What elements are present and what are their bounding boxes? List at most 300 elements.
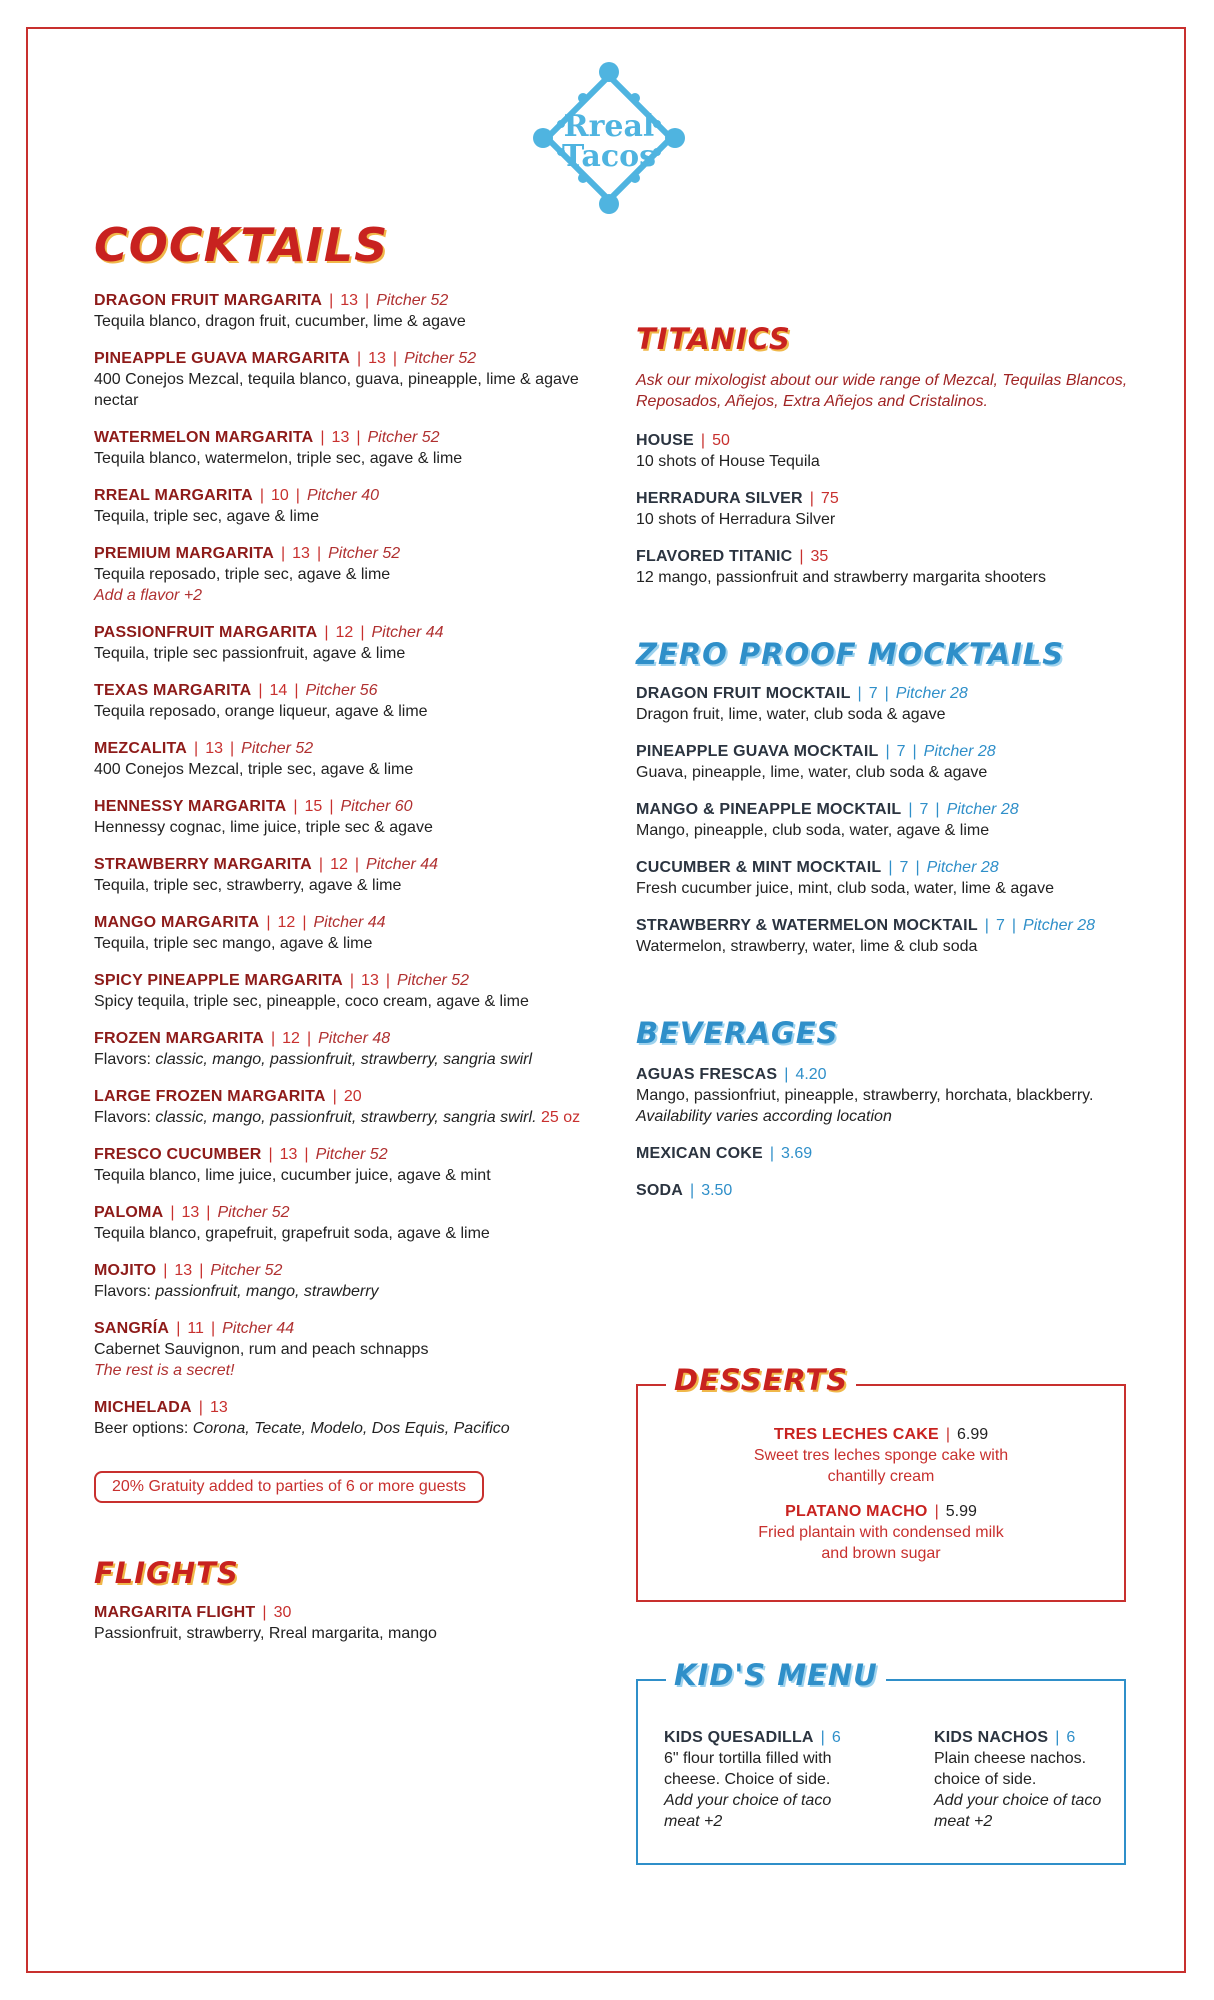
separator: |: [259, 487, 264, 504]
item-name: DRAGON FRUIT MARGARITA: [94, 292, 323, 309]
separator: |: [356, 350, 362, 367]
item-name: SANGRÍA: [94, 1320, 170, 1337]
item-price: 12: [330, 856, 348, 873]
item-name: MEXICAN COKE: [636, 1145, 763, 1162]
description-text: Hennessy cognac, lime juice, triple sec & agave: [94, 819, 433, 836]
cocktail-item: [94, 1318, 594, 1381]
description-text: Tequila, triple sec passionfruit, agave & lime: [94, 645, 406, 662]
item-pitcher: Pitcher 52: [241, 740, 314, 757]
item-note: Add your choice of taco meat +2: [934, 1792, 1102, 1830]
item-pitcher: Pitcher 40: [306, 487, 379, 504]
desserts-heading: DESSERTS: [666, 1366, 856, 1395]
item-header: [636, 546, 1136, 567]
item-header: [636, 915, 1136, 936]
item-header: [94, 912, 594, 933]
cocktail-list: [94, 290, 594, 1439]
item-description: [94, 1339, 594, 1360]
item-pitcher: Pitcher 28: [1023, 917, 1096, 934]
separator: |: [915, 859, 920, 876]
description-text: Tequila, triple sec, strawberry, agave & lime: [94, 877, 402, 894]
item-pitcher: Pitcher 52: [210, 1262, 283, 1279]
item-description: [636, 762, 1136, 783]
separator: |: [318, 856, 324, 873]
description-text: 10 shots of Herradura Silver: [636, 511, 836, 528]
beverage-list: [636, 1064, 1136, 1201]
item-name: PINEAPPLE GUAVA MARGARITA: [94, 350, 350, 367]
item-header: [94, 1260, 594, 1281]
item-name: TEXAS MARGARITA: [94, 682, 252, 699]
item-price: 15: [304, 798, 323, 815]
item-header: [94, 543, 594, 564]
item-price: 4.20: [795, 1066, 827, 1083]
cocktails-heading: COCKTAILS: [94, 218, 389, 272]
item-description: [94, 701, 594, 722]
separator: |: [194, 740, 199, 757]
item-price: 6: [1066, 1729, 1076, 1746]
item-header: [94, 1086, 594, 1107]
item-description: Plain cheese nachos. choice of side.: [934, 1750, 1087, 1788]
item-pitcher: Pitcher 52: [367, 429, 440, 446]
item-description: [94, 759, 594, 780]
description-suffix: 25 oz: [536, 1109, 581, 1126]
item-price: 7: [919, 801, 929, 818]
mocktails-heading: ZERO PROOF MOCKTAILS: [636, 637, 1065, 671]
item-note: The rest is a secret!: [94, 1362, 235, 1379]
beverage-item: [636, 1143, 1136, 1164]
separator: |: [385, 972, 390, 989]
description-text: Cabernet Sauvignon, rum and peach schnapps: [94, 1341, 429, 1358]
item-pitcher: Pitcher 60: [340, 798, 413, 815]
description-text: Sweet tres leches sponge cake with chantilly cream: [753, 1447, 1009, 1485]
mocktail-item: [636, 683, 1136, 725]
cocktail-item: [94, 912, 594, 954]
item-name: PREMIUM MARGARITA: [94, 545, 274, 562]
item-price: 14: [269, 682, 288, 699]
item-name: PASSIONFRUIT MARGARITA: [94, 624, 318, 641]
description-text: Spicy tequila, triple sec, pineapple, coco cream, agave & lime: [94, 993, 529, 1010]
separator: |: [935, 801, 940, 818]
item-description: [94, 875, 594, 896]
separator: |: [266, 914, 271, 931]
description-italic: classic, mango, passionfruit, strawberry, sangria swirl.: [155, 1109, 537, 1126]
separator: |: [320, 429, 325, 446]
separator: |: [170, 1204, 175, 1221]
description-italic: passionfruit, mango, strawberry: [155, 1283, 379, 1300]
item-header: [94, 1602, 594, 1623]
description-text: Guava, pineapple, lime, water, club soda & agave: [636, 764, 988, 781]
beverages-heading: BEVERAGES: [636, 1016, 839, 1050]
separator: |: [945, 1426, 950, 1443]
separator: |: [199, 1262, 204, 1279]
item-header: [94, 1318, 594, 1339]
separator: |: [885, 743, 890, 760]
item-header: [94, 427, 594, 448]
dessert-item: [638, 1424, 1124, 1487]
item-price: 11: [187, 1320, 204, 1337]
item-pitcher: Pitcher 52: [315, 1146, 388, 1163]
item-pitcher: Pitcher 52: [217, 1204, 290, 1221]
item-description: [636, 567, 1136, 588]
item-price: 7: [896, 743, 906, 760]
separator: |: [354, 856, 360, 873]
description-text: Tequila reposado, triple sec, agave & lime: [94, 566, 391, 583]
item-price: 12: [282, 1030, 300, 1047]
item-pitcher: Pitcher 52: [328, 545, 401, 562]
item-name: MANGO & PINEAPPLE MOCKTAIL: [636, 801, 902, 818]
item-pitcher: Pitcher 44: [371, 624, 444, 641]
cocktail-item: [94, 1028, 594, 1070]
item-price: 3.69: [781, 1145, 813, 1162]
item-name: TRES LECHES CAKE: [773, 1426, 939, 1443]
item-price: 13: [174, 1262, 193, 1279]
item-price: 13: [279, 1146, 298, 1163]
item-pitcher: Pitcher 52: [404, 350, 477, 367]
separator: |: [210, 1320, 216, 1337]
cocktail-item: [94, 427, 594, 469]
item-name: PLATANO MACHO: [785, 1503, 928, 1520]
item-price: 7: [899, 859, 909, 876]
cocktail-item: [94, 485, 594, 527]
item-pitcher: Pitcher 56: [305, 682, 378, 699]
item-description: [94, 1165, 594, 1186]
beverage-item: [636, 1180, 1136, 1201]
item-header: [94, 622, 594, 643]
item-pitcher: Pitcher 28: [895, 685, 968, 702]
separator: |: [258, 682, 263, 699]
item-price: 6: [831, 1729, 841, 1746]
dessert-item: [638, 1501, 1124, 1564]
kids-menu-heading: KID'S MENU: [666, 1661, 886, 1690]
separator: |: [884, 685, 889, 702]
item-name: CUCUMBER & MINT MOCKTAIL: [636, 859, 882, 876]
item-name: PALOMA: [94, 1204, 164, 1221]
kids-item: [934, 1727, 1134, 1832]
item-name: DRAGON FRUIT MOCKTAIL: [636, 685, 851, 702]
item-price: 13: [209, 1399, 228, 1416]
description-text: 400 Conejos Mezcal, triple sec, agave & lime: [94, 761, 414, 778]
dessert-list: [638, 1386, 1124, 1564]
item-name: FRESCO CUCUMBER: [94, 1146, 262, 1163]
cocktail-item: [94, 348, 594, 411]
titanics-heading: TITANICS: [636, 322, 791, 356]
item-description: [636, 451, 1136, 472]
item-header: [94, 1028, 594, 1049]
item-description: 6" flour tortilla filled with cheese. Choice of side.: [664, 1750, 832, 1788]
kids-item: [664, 1727, 864, 1832]
description-text: Mango, pineapple, club soda, water, agave & lime: [636, 822, 990, 839]
item-description: [751, 1522, 1011, 1564]
item-name: MANGO MARGARITA: [94, 914, 260, 931]
mocktail-item: [636, 799, 1136, 841]
cocktail-item: [94, 738, 594, 780]
left-column: [94, 218, 594, 1660]
separator: |: [857, 685, 862, 702]
item-name: SODA: [636, 1182, 684, 1199]
item-header: [94, 1202, 594, 1223]
item-name: KIDS NACHOS: [934, 1729, 1049, 1746]
titanic-item: [636, 430, 1136, 472]
logo-text-1: Rreal: [563, 109, 655, 144]
titanic-list: [636, 430, 1136, 588]
item-description: [94, 1418, 594, 1439]
item-pitcher: Pitcher 44: [222, 1320, 295, 1337]
cocktail-item: [94, 1202, 594, 1244]
item-header: [636, 683, 1136, 704]
mocktail-item: [636, 915, 1136, 957]
description-text: Fried plantain with condensed milk and brown sugar: [758, 1524, 1004, 1562]
item-name: MOJITO: [94, 1262, 157, 1279]
separator: |: [176, 1320, 181, 1337]
gratuity-notice: 20% Gratuity added to parties of 6 or more guests: [94, 1471, 484, 1503]
cocktail-item: [94, 680, 594, 722]
item-header: [638, 1424, 1124, 1445]
item-description: [94, 564, 594, 585]
item-description: [636, 704, 1136, 725]
description-text: Dragon fruit, lime, water, club soda & agave: [636, 706, 946, 723]
description-prefix: Flavors:: [94, 1051, 156, 1068]
separator: |: [1055, 1729, 1060, 1746]
item-name: FROZEN MARGARITA: [94, 1030, 264, 1047]
item-name: LARGE FROZEN MARGARITA: [94, 1088, 326, 1105]
separator: |: [690, 1182, 695, 1199]
item-name: KIDS QUESADILLA: [664, 1729, 814, 1746]
description-prefix: Flavors:: [94, 1283, 156, 1300]
item-price: 10: [271, 487, 289, 504]
separator: |: [304, 1146, 309, 1163]
separator: |: [302, 914, 307, 931]
separator: |: [230, 740, 235, 757]
item-header: [94, 1144, 594, 1165]
item-header: [94, 738, 594, 759]
separator: |: [934, 1503, 939, 1520]
item-price: 13: [340, 292, 359, 309]
cocktail-item: [94, 290, 594, 332]
description-text: Tequila, triple sec, agave & lime: [94, 508, 319, 525]
item-header: [636, 741, 1136, 762]
separator: |: [316, 545, 322, 562]
item-price: 13: [292, 545, 310, 562]
item-description: [94, 643, 594, 664]
separator: |: [329, 292, 334, 309]
item-header: [94, 854, 594, 875]
separator: |: [700, 432, 706, 449]
right-column: [636, 322, 1136, 1217]
separator: |: [306, 1030, 312, 1047]
separator: |: [360, 624, 365, 641]
item-note: Add your choice of taco meat +2: [664, 1792, 832, 1830]
description-text: Watermelon, strawberry, water, lime & club soda: [636, 938, 978, 955]
item-header: [94, 348, 594, 369]
separator: |: [295, 487, 300, 504]
item-price: 50: [712, 432, 730, 449]
cocktail-item: [94, 543, 594, 606]
description-text: Tequila blanco, grapefruit, grapefruit soda, agave & lime: [94, 1225, 490, 1242]
logo-text-2: Tacos: [561, 139, 657, 174]
item-description: [94, 1107, 594, 1128]
flight-item: [94, 1602, 594, 1644]
item-price: 13: [181, 1204, 200, 1221]
desserts-box: [636, 1363, 1126, 1602]
separator: |: [262, 1604, 267, 1621]
mocktail-list: [636, 683, 1136, 957]
item-description: [94, 506, 594, 527]
item-price: 13: [331, 429, 350, 446]
item-name: MEZCALITA: [94, 740, 188, 757]
item-description: [751, 1445, 1011, 1487]
item-header: [636, 488, 1136, 509]
item-price: 3.50: [701, 1182, 733, 1199]
item-price: 35: [810, 548, 829, 565]
item-description: [94, 817, 594, 838]
titanics-intro: Ask our mixologist about our wide range of Mezcal, Tequilas Blancos, Reposados, Añejos, Extra Añejos and Cristalinos.: [636, 372, 1128, 410]
separator: |: [809, 490, 814, 507]
item-name: FLAVORED TITANIC: [636, 548, 793, 565]
separator: |: [1011, 917, 1017, 934]
item-price: 30: [273, 1604, 292, 1621]
item-pitcher: Pitcher 48: [318, 1030, 391, 1047]
cocktail-item: [94, 970, 594, 1012]
item-pitcher: Pitcher 28: [926, 859, 999, 876]
item-name: HOUSE: [636, 432, 694, 449]
description-text: 400 Conejos Mezcal, tequila blanco, guava, pineapple, lime & agave nectar: [94, 371, 579, 409]
item-description: [94, 1623, 594, 1644]
item-name: WATERMELON MARGARITA: [94, 429, 314, 446]
item-pitcher: Pitcher 28: [923, 743, 996, 760]
item-name: STRAWBERRY MARGARITA: [94, 856, 312, 873]
separator: |: [198, 1399, 203, 1416]
item-price: 13: [205, 740, 223, 757]
item-pitcher: Pitcher 28: [946, 801, 1019, 818]
item-name: STRAWBERRY & WATERMELON MOCKTAIL: [636, 917, 978, 934]
item-header: [94, 680, 594, 701]
item-description: [94, 933, 594, 954]
item-description: [94, 991, 594, 1012]
item-name: AGUAS FRESCAS: [636, 1066, 778, 1083]
item-header: [94, 1397, 594, 1418]
separator: |: [332, 1088, 337, 1105]
separator: |: [820, 1729, 825, 1746]
separator: |: [912, 743, 917, 760]
item-header: [664, 1727, 864, 1748]
separator: |: [271, 1030, 276, 1047]
description-text: Fresh cucumber juice, mint, club soda, water, lime & agave: [636, 880, 1054, 897]
description-italic: classic, mango, passionfruit, strawberry, sangria swirl: [155, 1051, 533, 1068]
item-price: 6.99: [957, 1426, 989, 1443]
item-header: [94, 796, 594, 817]
item-price: 20: [343, 1088, 362, 1105]
item-pitcher: Pitcher 52: [397, 972, 470, 989]
item-pitcher: Pitcher 44: [313, 914, 386, 931]
separator: |: [349, 972, 355, 989]
item-description: [636, 936, 1136, 957]
beverage-item: [636, 1064, 1136, 1127]
item-header: [934, 1727, 1134, 1748]
item-header: [94, 290, 594, 311]
description-text: Tequila, triple sec mango, agave & lime: [94, 935, 373, 952]
separator: |: [769, 1145, 775, 1162]
titanic-item: [636, 488, 1136, 530]
item-description: [94, 369, 594, 411]
item-header: [636, 857, 1136, 878]
item-price: 7: [868, 685, 878, 702]
item-description: [94, 1049, 594, 1070]
cocktail-item: [94, 622, 594, 664]
item-description: [94, 311, 594, 332]
item-price: 75: [820, 490, 839, 507]
item-description: [94, 448, 594, 469]
separator: |: [268, 1146, 273, 1163]
item-header: [636, 1180, 1136, 1201]
item-header: [636, 430, 1136, 451]
item-price: 5.99: [945, 1503, 977, 1520]
cocktail-item: [94, 1397, 594, 1439]
description-prefix: Flavors:: [94, 1109, 156, 1126]
item-price: 13: [368, 350, 386, 367]
item-header: [636, 799, 1136, 820]
cocktail-item: [94, 1260, 594, 1302]
description-text: 12 mango, passionfruit and strawberry margarita shooters: [636, 569, 1046, 586]
separator: |: [908, 801, 913, 818]
mocktail-item: [636, 857, 1136, 899]
item-price: 7: [995, 917, 1005, 934]
flights-heading: FLIGHTS: [94, 1556, 239, 1590]
separator: |: [329, 798, 334, 815]
description-text: Passionfruit, strawberry, Rreal margarita, mango: [94, 1625, 437, 1642]
item-description: [636, 820, 1136, 841]
description-italic: Availability varies according location: [636, 1108, 892, 1125]
separator: |: [799, 548, 804, 565]
papel-picado-logo: [529, 58, 689, 218]
kids-menu-box: [636, 1658, 1126, 1865]
item-header: [636, 1064, 1136, 1085]
separator: |: [163, 1262, 168, 1279]
separator: |: [888, 859, 893, 876]
separator: |: [984, 917, 989, 934]
cocktail-item: [94, 1086, 594, 1128]
description-text: Mango, passionfriut, pineapple, strawberry, horchata, blackberry.: [636, 1087, 1094, 1104]
item-description: [636, 1085, 1136, 1127]
item-name: MICHELADA: [94, 1399, 192, 1416]
item-pitcher: Pitcher 44: [366, 856, 439, 873]
description-italic: Corona, Tecate, Modelo, Dos Equis, Pacifico: [192, 1420, 510, 1437]
item-name: SPICY PINEAPPLE MARGARITA: [94, 972, 343, 989]
titanic-item: [636, 546, 1136, 588]
flight-list: [94, 1602, 594, 1644]
item-header: [638, 1501, 1124, 1522]
description-text: Tequila blanco, watermelon, triple sec, agave & lime: [94, 450, 463, 467]
description-text: Tequila blanco, lime juice, cucumber juice, agave & mint: [94, 1167, 491, 1184]
item-name: RREAL MARGARITA: [94, 487, 253, 504]
separator: |: [293, 798, 298, 815]
separator: |: [784, 1066, 789, 1083]
item-name: HERRADURA SILVER: [636, 490, 803, 507]
item-header: [94, 970, 594, 991]
item-price: 12: [335, 624, 354, 641]
item-description: [636, 878, 1136, 899]
separator: |: [324, 624, 329, 641]
mocktail-item: [636, 741, 1136, 783]
description-text: 10 shots of House Tequila: [636, 453, 820, 470]
separator: |: [392, 350, 398, 367]
item-header: [636, 1143, 1136, 1164]
separator: |: [280, 545, 286, 562]
description-text: Tequila blanco, dragon fruit, cucumber, lime & agave: [94, 313, 466, 330]
cocktail-item: [94, 796, 594, 838]
separator: |: [294, 682, 299, 699]
separator: |: [356, 429, 361, 446]
item-price: 13: [361, 972, 379, 989]
item-note: Add a flavor +2: [94, 587, 203, 604]
